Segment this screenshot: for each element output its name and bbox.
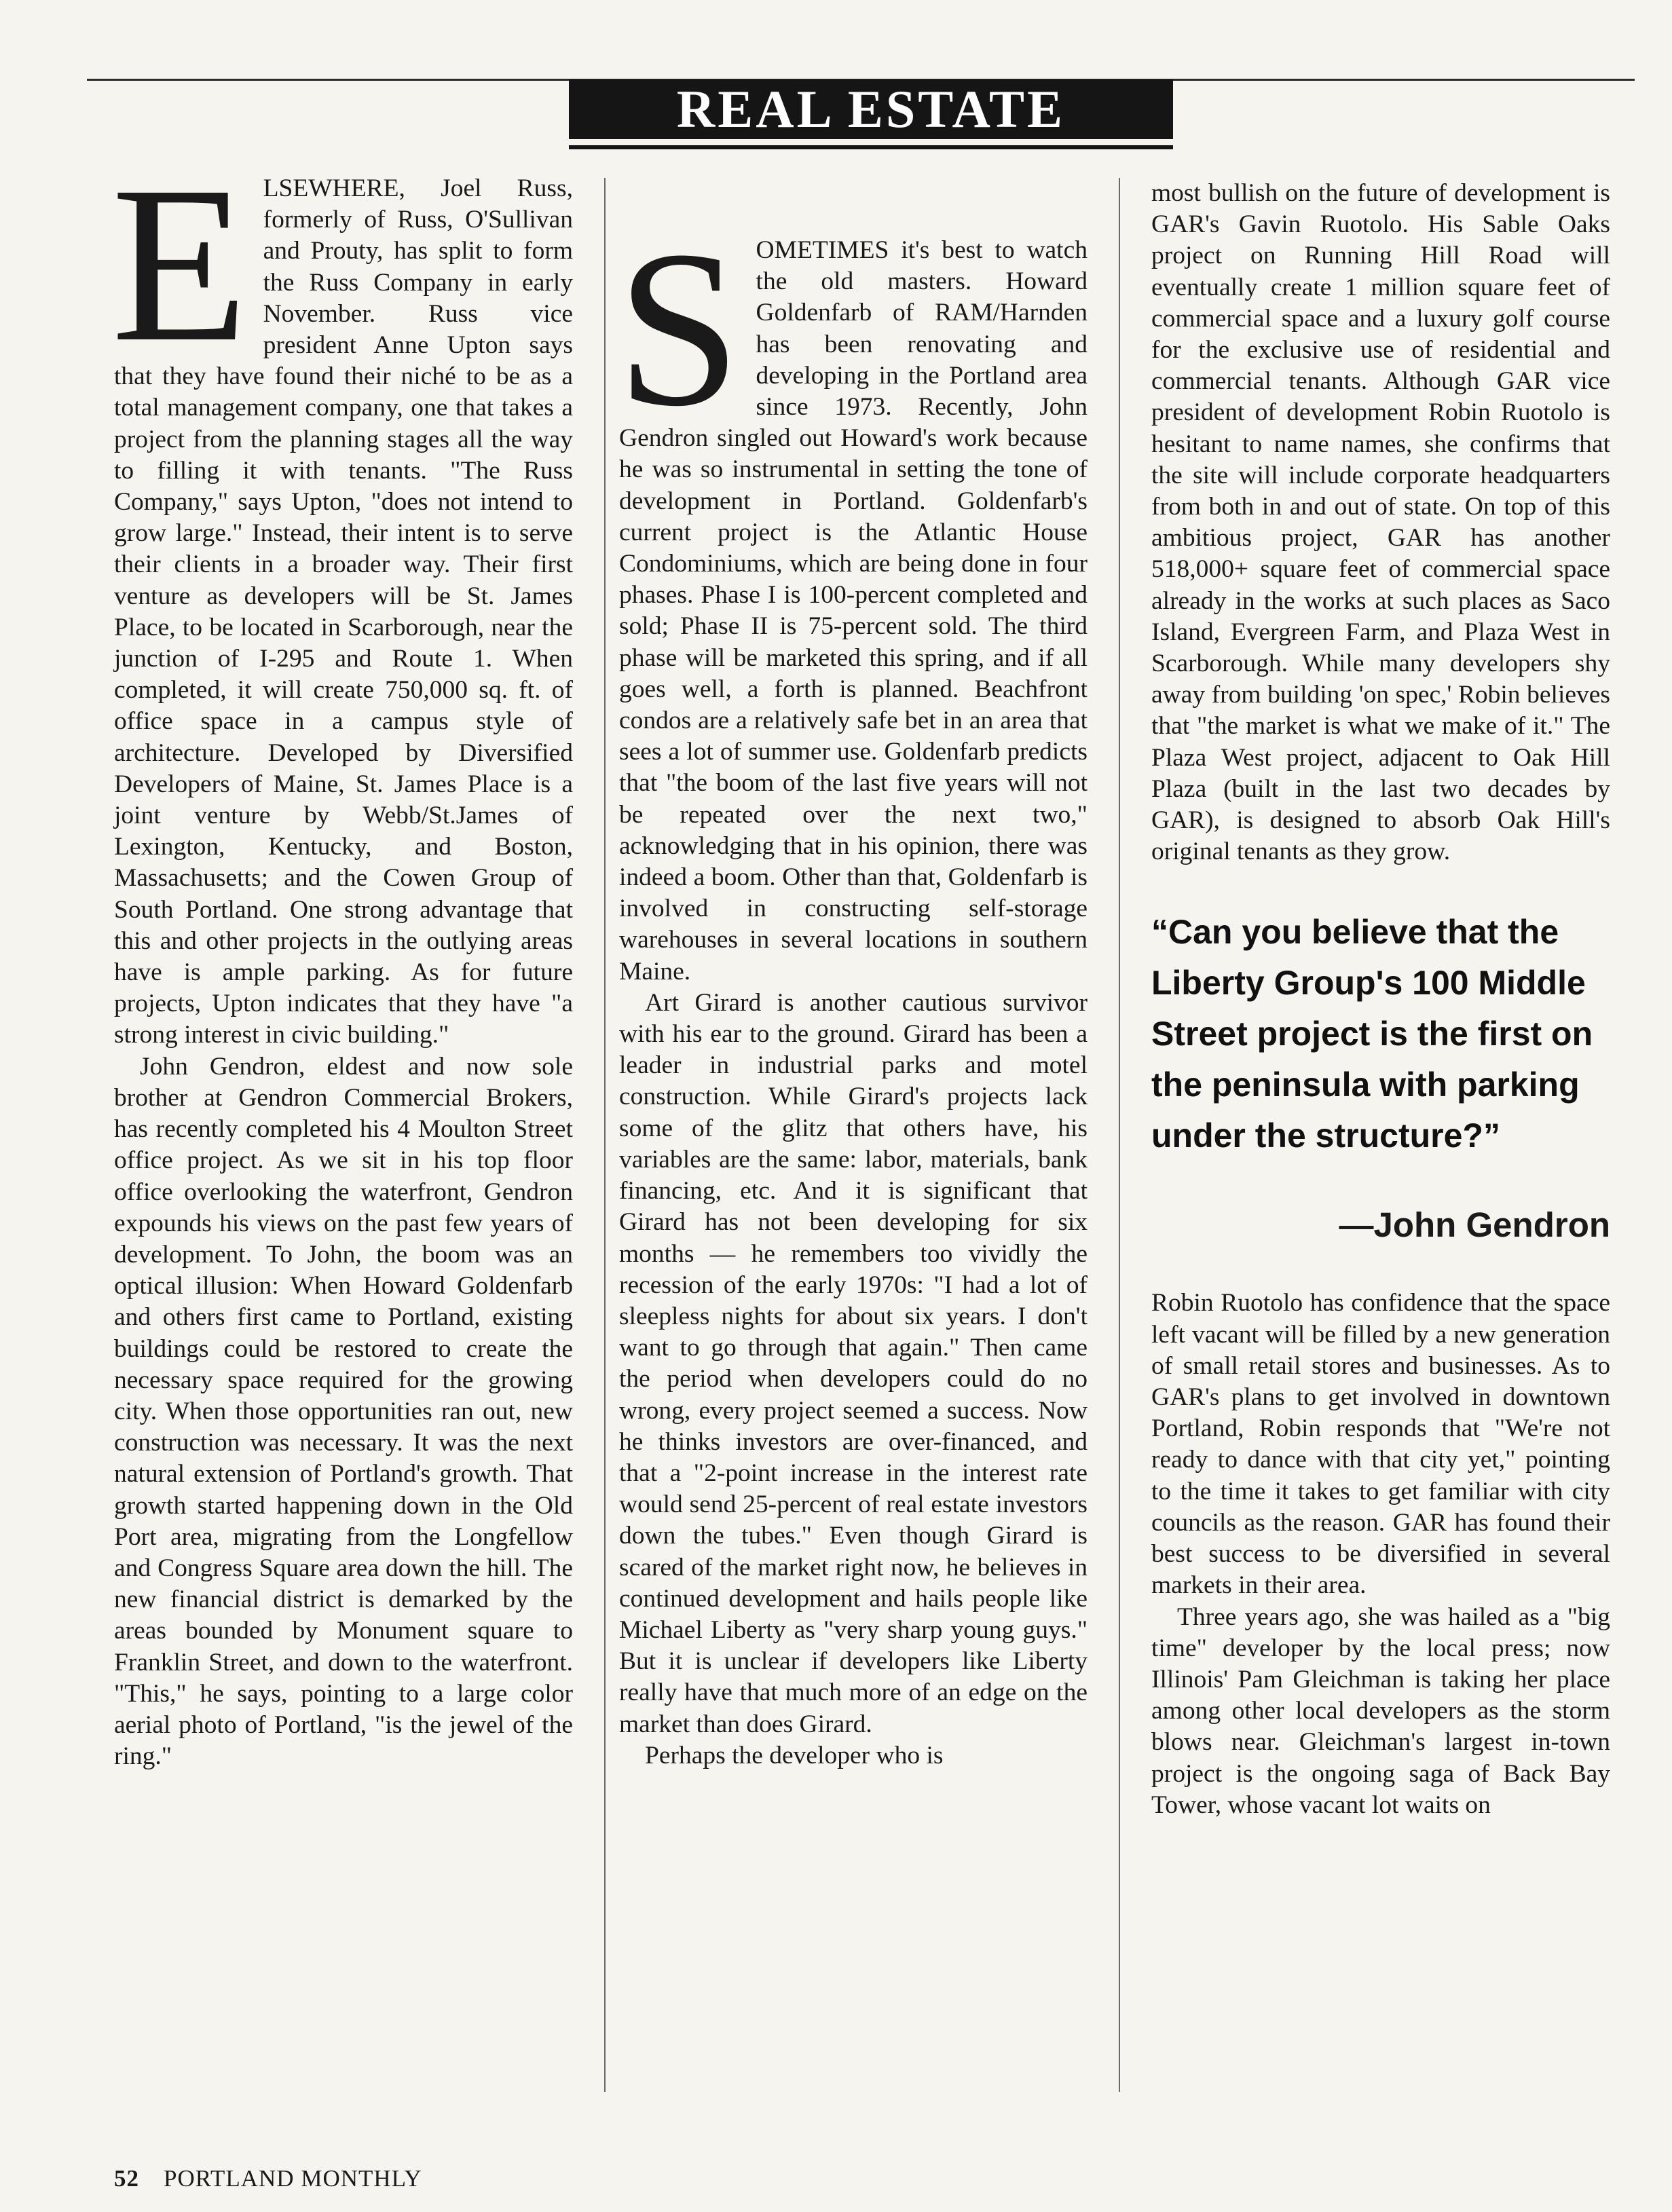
column-middle <box>616 205 1088 1772</box>
pull-quote: “Can you believe that the Liberty Group's 100 Middle Street project is the first on the peninsula with parking under the structure?” <box>1151 913 1593 1155</box>
drop-cap: S <box>616 205 741 453</box>
pull-quote-attribution: —John Gendron <box>1339 1205 1610 1245</box>
paragraph <box>111 140 573 1051</box>
column-divider-1 <box>604 178 606 2092</box>
paragraph: Three years ago, she was hailed as a "big time" developer by the local press; now Illinois' Pam Gleichman is taking her place among other local developers as the storm blows near. Gleichman's largest in-town project is the ongoing saga of Back Bay Tower, whose vacant lot waits on <box>1151 1602 1610 1819</box>
column-right <box>1151 178 1610 1821</box>
paragraph: John Gendron, eldest and now sole brother at Gendron Commercial Brokers, has recently completed his 4 Moulton Street office project. As we sit in his top floor office overlooking the waterfront, Gendron expounds his views on the past few years of development. To John, the boom was an optical illusion: When Howard Goldenfarb and others first came to Portland, existing buildings could be restored to create the necessary space required for the growing city. When those opportunities ran out, new construction was necessary. It was the next natural extension of Portland's growth. That growth started happening down in the Old Port area, migrating from the Longfellow and Congress Square area down the hill. The new financial district is demarked by the areas bounded by Monument square to Franklin Street, and down to the waterfront. "This," he says, pointing to a large color aerial photo of Portland, "is the jewel of the ring." <box>114 1052 573 1771</box>
column-left <box>111 140 573 1772</box>
drop-cap: E <box>111 140 248 388</box>
publication-name: PORTLAND MONTHLY <box>164 2165 422 2192</box>
paragraph <box>616 205 1088 988</box>
paragraph: Perhaps the developer who is <box>645 1741 944 1769</box>
section-banner: REAL ESTATE <box>569 79 1173 139</box>
paragraph: Robin Ruotolo has confidence that the space left vacant will be filled by a new generation of small retail stores and businesses. As to GAR's plans to get involved in downtown Portland, Robin responds that "We're not ready to dance with that city yet," pointing to the time it takes to get familiar with city councils as the reason. GAR has found their best success to be diversified in several markets in their area. <box>1151 1289 1610 1600</box>
column-divider-2 <box>1119 178 1120 2092</box>
page-number: 52 <box>114 2165 139 2192</box>
paragraph-text: OMETIMES it's best to watch the old masters. Howard Goldenfarb of RAM/Harnden has been renovating and developing in the Portland area since 1973. Recently, John Gendron singled out Howard's work because he was so instrumental in setting the tone of development in Portland. Goldenfarb's current project is the Atlantic House Condominiums, which are being done in four phases. Phase I is 100-percent completed and sold; Phase II is 75-percent sold. The third phase will be marketed this spring, and if all goes well, a forth is planned. Beachfront condos are a relatively safe bet in an area that sees a lot of summer use. Goldenfarb predicts that "the boom of the last five years will not be repeated over the next two," acknowledging that in his opinion, there was indeed a boom. Other than that, Goldenfarb is involved in constructing self-storage warehouses in several locations in southern Maine. <box>619 236 1088 986</box>
paragraph-text: LSEWHERE, Joel Russ, formerly of Russ, O'Sullivan and Prouty, has split to form the Russ Company in early November. Russ vice president Anne Upton says that they have found their niché to be as a total management company, one that takes a project from the planning stages all the way to filling it with tenants. "The Russ Company," says Upton, "does not intend to grow large." Instead, their intent is to serve their clients in a broader way. Their first venture as developers will be St. James Place, to be located in Scarborough, near the junction of I-295 and Route 1. When completed, it will create 750,000 sq. ft. of office space in a campus style of architecture. Developed by Diversified Developers of Maine, St. James Place is a joint venture by Webb/St.James of Lexington, Kentucky, and Boston, Massachusetts; and the Cowen Group of South Portland. One strong advantage that this and other projects in the outlying areas have is ample parking. As for future projects, Upton indicates that they have "a strong interest in civic building." <box>114 174 573 1049</box>
paragraph: Art Girard is another cautious survivor with his ear to the ground. Girard has been a leader in industrial parks and motel construction. While Girard's projects lack some of the glitz that others have, his variables are the same: labor, materials, bank financing, etc. And it is significant that Girard has not been developing for six months — he remembers too vividly the recession of the early 1970s: "I had a lot of sleepless nights for about six years. I don't want to go through that again." Then came the period when developers could do no wrong, every project seemed a success. Now he thinks investors are over-financed, and that a "2-point increase in the interest rate would send 25-percent of real estate investors down the tubes." Even though Girard is scared of the market right now, he believes in continued development and hails people like Michael Liberty as "very sharp young guys." But it is unclear if developers like Liberty really have that much more of an edge on the market than does Girard. <box>619 988 1088 1738</box>
banner-underline <box>569 145 1173 149</box>
paragraph: most bullish on the future of development is GAR's Gavin Ruotolo. His Sable Oaks project on Running Hill Road will eventually create 1 million square feet of commercial space and a luxury golf course for the exclusive use of residential and commercial tenants. Although GAR vice president of development Robin Ruotolo is hesitant to name names, she confirms that the site will include corporate headquarters from both in and out of state. On top of this ambitious project, GAR has another 518,000+ square feet of commercial space already in the works at such places as Saco Island, Evergreen Farm, and Plaza West in Scarborough. While many developers shy away from building 'on spec,' Robin believes that "the market is what we make of it." The Plaza West project, adjacent to Oak Hill Plaza (built in the last two decades by GAR), is designed to absorb Oak Hill's original tenants as they grow. <box>1151 179 1610 866</box>
page-footer <box>114 2165 422 2192</box>
